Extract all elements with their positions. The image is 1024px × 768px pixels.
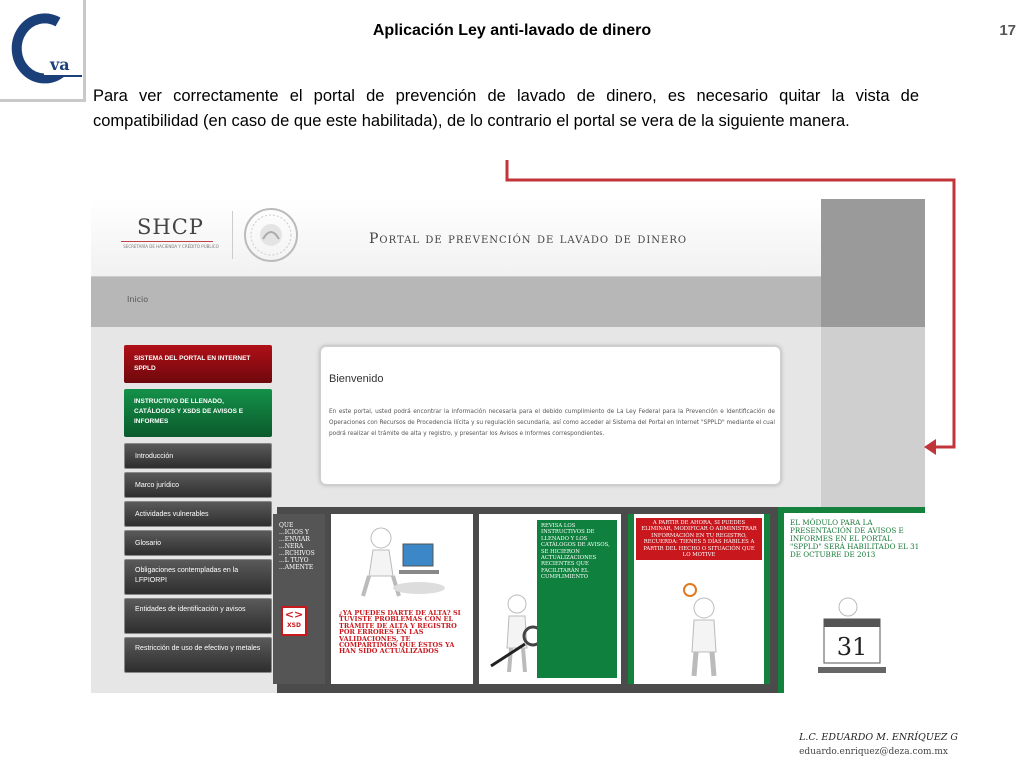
right-gutter bbox=[821, 199, 925, 327]
carousel-card-partial[interactable] bbox=[273, 514, 325, 684]
welcome-panel bbox=[320, 346, 781, 485]
carousel-card-alta[interactable] bbox=[331, 514, 473, 684]
menu-item-sppld[interactable]: SISTEMA DEL PORTAL EN INTERNET SPPLD bbox=[124, 345, 272, 383]
slide-title: Aplicación Ley anti-lavado de dinero bbox=[372, 22, 652, 39]
author-email[interactable]: eduardo.enriquez@deza.com.mx bbox=[799, 747, 948, 757]
welcome-title: Bienvenido bbox=[329, 373, 384, 385]
brand-underline bbox=[121, 241, 213, 242]
welcome-text: En este portal, usted podrá encontrar la información necesaria para el debido cumplimiento de La Ley Federal para la Prevención e Identificación de Operaciones con Recursos de Procedencia Ilícita y su regulación secundaria, así como acceder al Sistema del Portal en Internet "SPPLD" mediante el cual podrá realizar el trámite de alta y registro, y presentar los Avisos e Informes correspondientes. bbox=[329, 409, 775, 437]
svg-text:va: va bbox=[50, 55, 70, 74]
intro-paragraph: Para ver correctamente el portal de prevención de lavado de dinero, es necesario quitar la vista de compatibilidad (en caso de que este habilitada), de lo contrario el portal se vera de la siguiente manera. bbox=[93, 87, 919, 130]
shcp-brand: SHCP bbox=[137, 215, 204, 239]
carousel-card-instructivos[interactable] bbox=[479, 514, 621, 684]
figure-at-computer-icon bbox=[359, 522, 449, 602]
menu-item-instructivo[interactable]: INSTRUCTIVO DE LLENADO, CATÁLOGOS Y XSDS DE AVISOS E INFORMES bbox=[124, 389, 272, 437]
author-name: L.C. EDUARDO M. ENRÍQUEZ G bbox=[799, 732, 958, 743]
carousel-card-modificar[interactable] bbox=[628, 514, 770, 684]
portal-title: Portal de prevención de lavado de dinero bbox=[369, 231, 688, 247]
portal-menu bbox=[124, 345, 274, 676]
svg-text:31: 31 bbox=[836, 633, 868, 661]
xsd-file-icon: <> XSD bbox=[281, 606, 307, 636]
menu-item-glosario[interactable]: Glosario bbox=[124, 530, 272, 556]
menu-item-entidades[interactable]: Entidades de identificación y avisos bbox=[124, 598, 272, 634]
partial-card-text: QUE ...ICIOS Y ...ENVIAR ...NERA ...RCHIVOS ...L TUYO ...AMENTE bbox=[279, 522, 315, 571]
header-divider bbox=[232, 211, 233, 259]
slide-number: 17 bbox=[999, 22, 1016, 39]
menu-item-restriccion[interactable]: Restricción de uso de efectivo y metales bbox=[124, 637, 272, 673]
portal-header bbox=[91, 199, 821, 277]
national-seal-icon bbox=[243, 207, 299, 263]
menu-item-marco-juridico[interactable]: Marco jurídico bbox=[124, 472, 272, 498]
menu-item-introduccion[interactable]: Introducción bbox=[124, 443, 272, 469]
card3-text: A PARTIR DE AHORA, SI PUEDES ELIMINAR, MODIFICAR O ADMINISTRAR INFORMACIÓN EN TU REGISTRO, RECUERDA: TIENES 5 DÍAS HÁBILES A PARTIR DEL HECHO O SITUACIÓN QUE LO MOTIVE bbox=[636, 518, 762, 560]
side-card-text: EL MÓDULO PARA LA PRESENTACIÓN DE AVISOS E INFORMES EN EL PORTAL "SPPLD" SERÁ HABILITADO EL 31 DE OCTUBRE DE 2013 bbox=[790, 518, 920, 559]
breadcrumb-bar bbox=[91, 277, 821, 327]
carousel-card-modulo[interactable] bbox=[778, 507, 925, 693]
breadcrumb-inicio[interactable]: Inicio bbox=[127, 295, 149, 304]
calendar-figure-icon bbox=[814, 597, 894, 681]
lightbulb-figure-icon bbox=[674, 582, 728, 678]
card1-text: ¿YA PUEDES DARTE DE ALTA? SI TUVISTE PROBLEMAS CON EL TRÁMITE DE ALTA Y REGISTRO POR ERRORES EN LAS VALIDACIONES, TE COMPARTIMOS QUE ÉSTOS YA HAN SIDO ACTUALIZADOS bbox=[339, 610, 467, 655]
shcp-subtitle: SECRETARÍA DE HACIENDA Y CRÉDITO PÚBLICO bbox=[123, 244, 219, 249]
author-logo bbox=[0, 0, 86, 102]
gva-logo-icon bbox=[0, 0, 84, 100]
menu-item-obligaciones[interactable]: Obligaciones contempladas en la LFPIORPI bbox=[124, 559, 272, 595]
portal-screenshot bbox=[91, 199, 925, 693]
card2-text: REVISA LOS INSTRUCTIVOS DE LLENADO Y LOS CATÁLOGOS DE AVISOS, SE HICIERON ACTUALIZACIONES RECIENTES QUE FACILITARÁN EL CUMPLIMIENTO bbox=[537, 520, 617, 678]
menu-item-actividades[interactable]: Actividades vulnerables bbox=[124, 501, 272, 527]
